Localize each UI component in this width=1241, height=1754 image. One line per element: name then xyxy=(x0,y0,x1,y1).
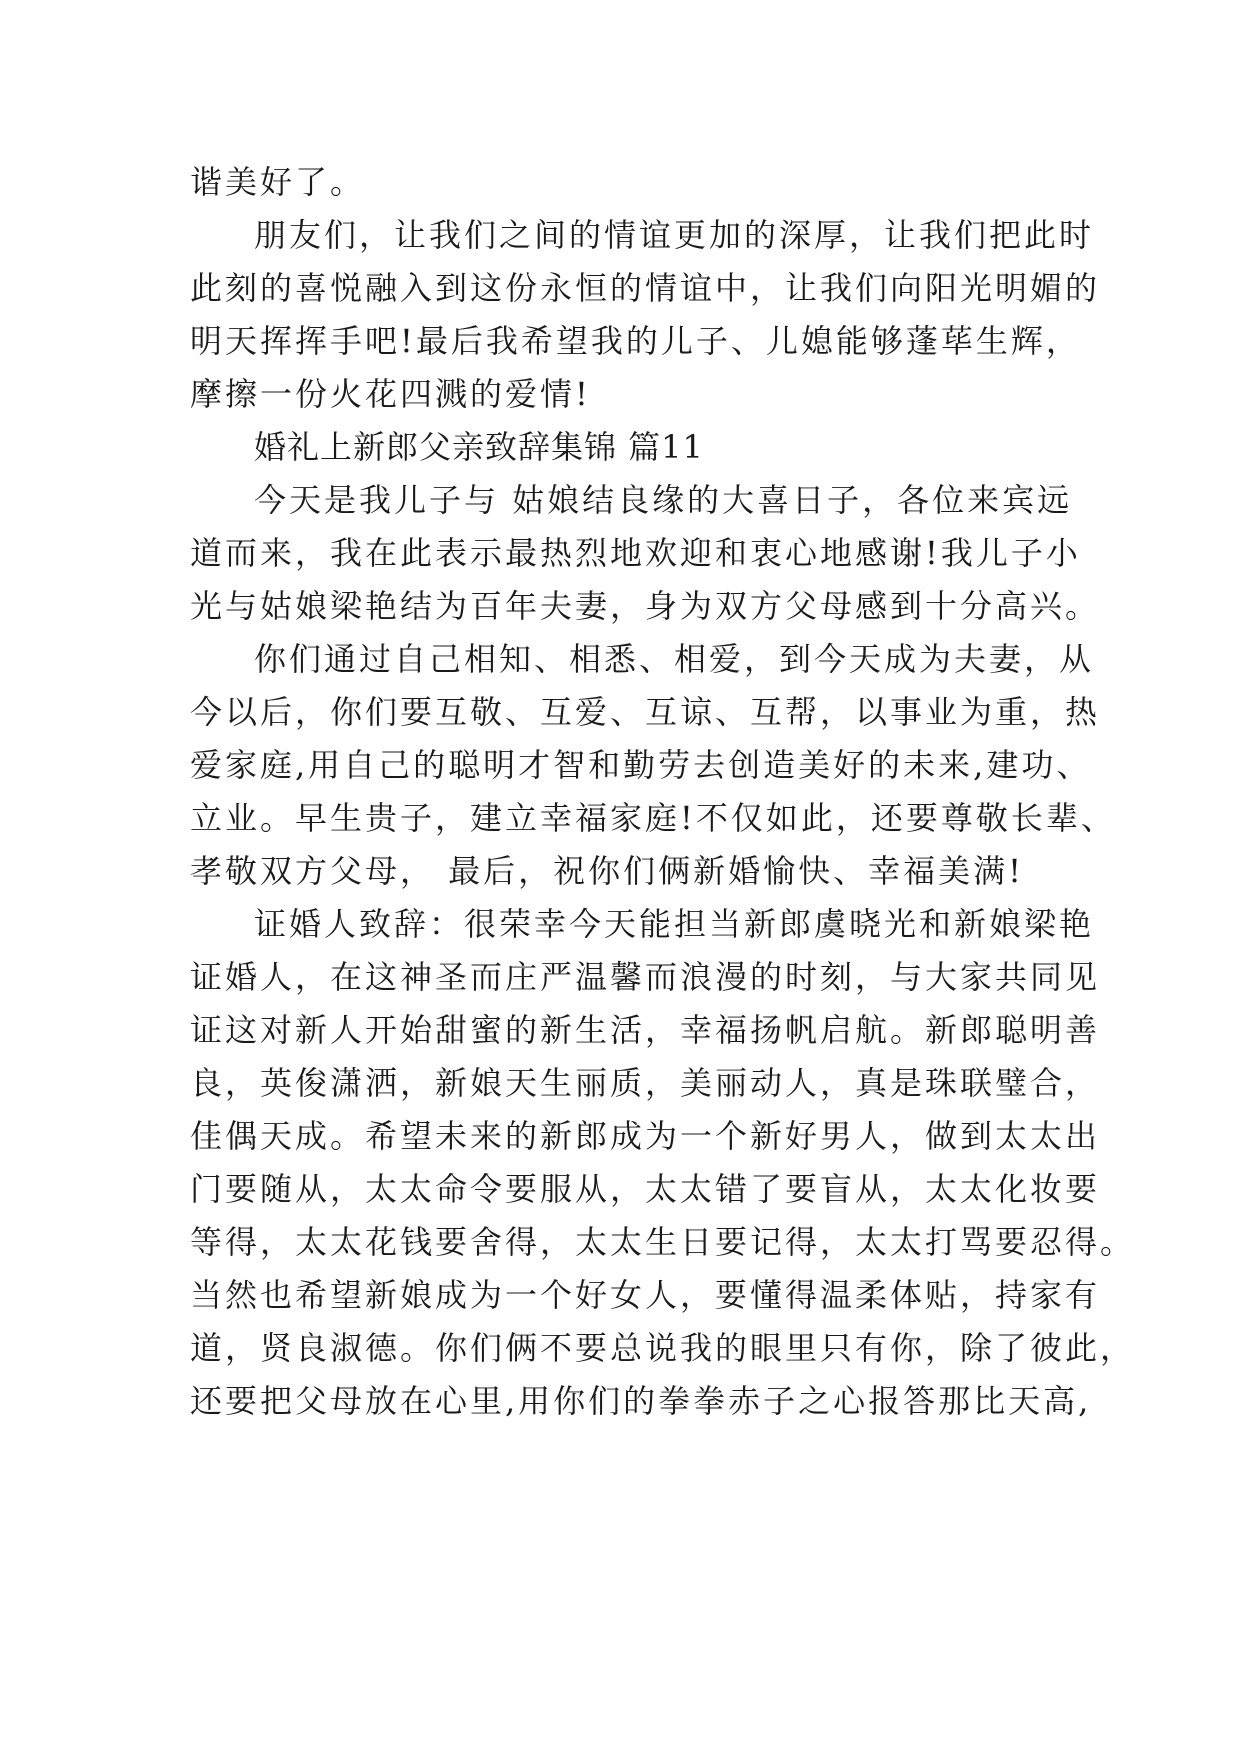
text-line: 摩擦一份火花四溅的爱情! xyxy=(190,375,591,413)
text-line: 谐美好了。 xyxy=(190,163,366,201)
text-line: 爱家庭,用自己的聪明才智和勤劳去创造美好的未来,建功、 xyxy=(190,746,1092,784)
text-line: 孝敬双方父母， 最后，祝你们俩新婚愉快、幸福美满! xyxy=(190,852,1025,890)
text-line: 立业。早生贵子，建立幸福家庭!不仅如此，还要尊敬长辈、 xyxy=(190,799,1116,837)
text-line: 光与姑娘梁艳结为百年夫妻，身为双方父母感到十分高兴。 xyxy=(190,587,1101,625)
text-line: 良，英俊潇洒，新娘天生丽质，美丽动人，真是珠联璧合， xyxy=(190,1064,1101,1102)
text-line: 门要随从，太太命令要服从，太太错了要盲从，太太化妆要 xyxy=(190,1170,1101,1208)
text-line: 道，贤良淑德。你们俩不要总说我的眼里只有你，除了彼此， xyxy=(190,1329,1136,1367)
document-body xyxy=(190,156,1136,1428)
text-line: 今以后，你们要互敬、互爱、互谅、互帮，以事业为重，热 xyxy=(190,693,1101,731)
text-line: 证这对新人开始甜蜜的新生活，幸福扬帆启航。新郎聪明善 xyxy=(190,1011,1101,1049)
text-line: 朋友们，让我们之间的情谊更加的深厚，让我们把此时 xyxy=(254,216,1095,254)
text-line: 证婚人，在这神圣而庄严温馨而浪漫的时刻，与大家共同见 xyxy=(190,958,1101,996)
text-line: 证婚人致辞：很荣幸今天能担当新郎虞晓光和新娘梁艳 xyxy=(254,905,1095,943)
text-line: 道而来，我在此表示最热烈地欢迎和衷心地感谢!我儿子小 xyxy=(190,534,1081,572)
text-line: 你们通过自己相知、相悉、相爱，到今天成为夫妻，从 xyxy=(254,640,1095,678)
text-line: 此刻的喜悦融入到这份永恒的情谊中，让我们向阳光明媚的 xyxy=(190,269,1101,307)
text-line: 当然也希望新娘成为一个好女人，要懂得温柔体贴，持家有 xyxy=(190,1276,1101,1314)
text-line: 还要把父母放在心里,用你们的拳拳赤子之心报答那比天高, xyxy=(190,1382,1092,1420)
text-line: 等得，太太花钱要舍得，太太生日要记得，太太打骂要忍得。 xyxy=(190,1223,1136,1261)
text-line: 今天是我儿子与 姑娘结良缘的大喜日子，各位来宾远 xyxy=(254,481,1073,519)
text-line: 佳偶天成。希望未来的新郎成为一个新好男人，做到太太出 xyxy=(190,1117,1101,1155)
section-heading: 婚礼上新郎父亲致辞集锦 篇11 xyxy=(254,428,704,466)
text-line: 明天挥挥手吧!最后我希望我的儿子、儿媳能够蓬荜生辉， xyxy=(190,322,1081,360)
